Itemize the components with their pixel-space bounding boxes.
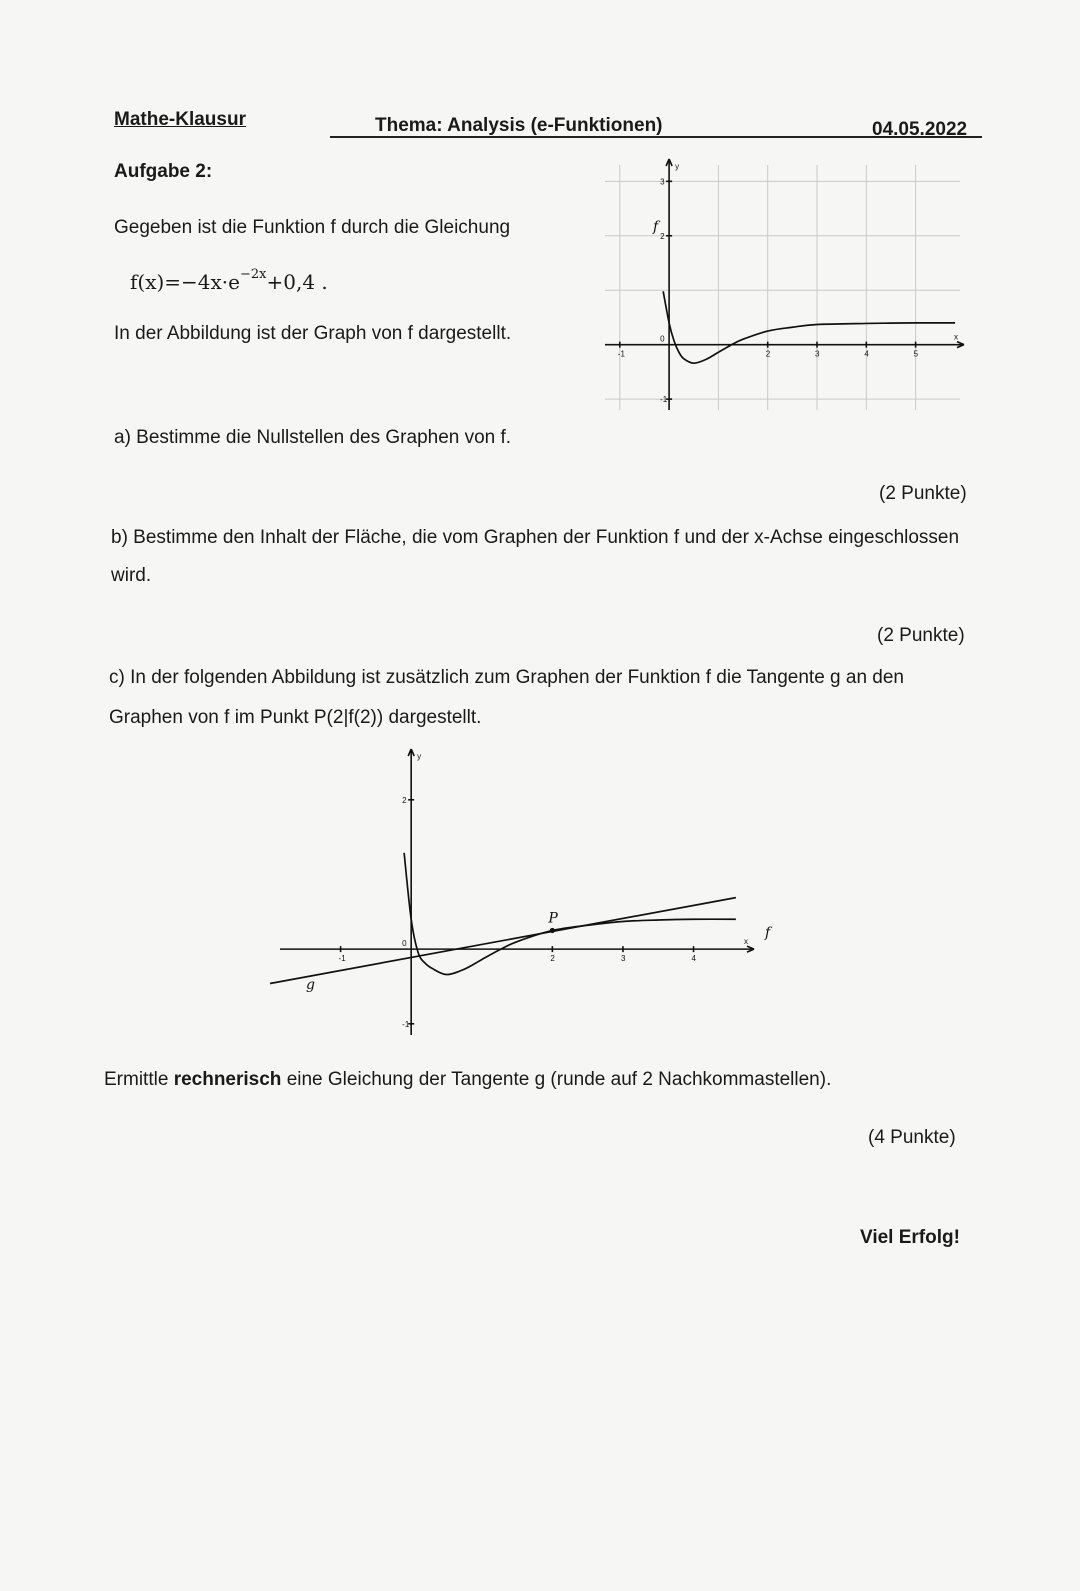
x-tick-label: 4: [691, 954, 696, 964]
y-tick-label: -1: [402, 1019, 410, 1029]
y-tick-label: 3: [660, 177, 665, 187]
function-formula: [130, 267, 328, 294]
y-tick-label: 0: [660, 334, 665, 344]
exam-topic: Thema: Analysis (e-Funktionen): [375, 115, 663, 136]
series-line-g: [270, 898, 736, 984]
part-c-task-prefix: Ermittle: [104, 1069, 174, 1090]
graph-note: In der Abbildung ist der Graph von f dargestellt.: [114, 323, 512, 344]
part-b-line2: wird.: [111, 565, 152, 586]
x-tick-label: -1: [338, 954, 346, 964]
series-label-f: f: [653, 219, 659, 235]
series-label-f: f: [765, 925, 771, 941]
series-label-g: g: [306, 977, 315, 993]
y-tick-label: -1: [660, 395, 668, 405]
part-c-task-bold: rechnerisch: [173, 1069, 282, 1090]
task-title: Aufgabe 2:: [114, 161, 213, 182]
point-label: P: [548, 910, 558, 927]
exam-title: Mathe-Klausur: [114, 109, 246, 130]
formula-main: f(x)=−4x·e: [130, 270, 240, 294]
y-tick-label: 2: [660, 231, 665, 241]
point-marker: [550, 928, 555, 933]
y-tick-label: 2: [402, 795, 407, 805]
part-c-task-suffix: eine Gleichung der Tangente g (runde auf 2 Nachkommastellen).: [281, 1069, 832, 1090]
x-tick-label: 3: [620, 954, 626, 964]
y-axis-label: y: [417, 752, 422, 761]
part-b-line1: b) Bestimme den Inhalt der Fläche, die vom Graphen der Funktion f und der x-Achse eingeschlossen: [111, 527, 960, 548]
exam-date: 04.05.2022: [872, 119, 968, 140]
series-line-f: [404, 853, 736, 975]
x-tick-label: 4: [864, 349, 869, 359]
closing-text: Viel Erfolg!: [860, 1227, 960, 1248]
y-axis-label: y: [675, 162, 680, 171]
x-tick-label: 5: [913, 349, 919, 359]
part-c-line2: Graphen von f im Punkt P(2|f(2)) dargestellt.: [109, 707, 482, 728]
y-tick-label: 0: [402, 939, 407, 949]
formula-tail: +0,4 .: [266, 270, 328, 294]
chart-f: [605, 162, 985, 425]
x-axis-label: x: [744, 937, 748, 947]
x-axis-label: x: [954, 332, 958, 342]
x-tick-label: 3: [815, 349, 820, 359]
part-c-points: (4 Punkte): [868, 1127, 956, 1148]
part-c-task: [104, 1068, 831, 1092]
intro-text: Gegeben ist die Funktion f durch die Gleichung: [114, 217, 511, 238]
chart-grid: [605, 165, 960, 410]
x-tick-label: -1: [617, 349, 625, 359]
part-b-points: (2 Punkte): [877, 625, 965, 646]
series-line-f: [663, 291, 955, 363]
chart-f-tangent: [270, 752, 790, 1055]
formula-exponent: −2x: [240, 267, 267, 283]
part-a-text: a) Bestimme die Nullstellen des Graphen von f.: [114, 427, 512, 448]
x-tick-label: 2: [550, 954, 555, 964]
x-tick-label: 2: [765, 349, 771, 359]
part-a-points: (2 Punkte): [879, 483, 967, 504]
part-c-line1: c) In der folgenden Abbildung ist zusätzlich zum Graphen der Funktion f die Tangente g an den: [109, 667, 904, 688]
